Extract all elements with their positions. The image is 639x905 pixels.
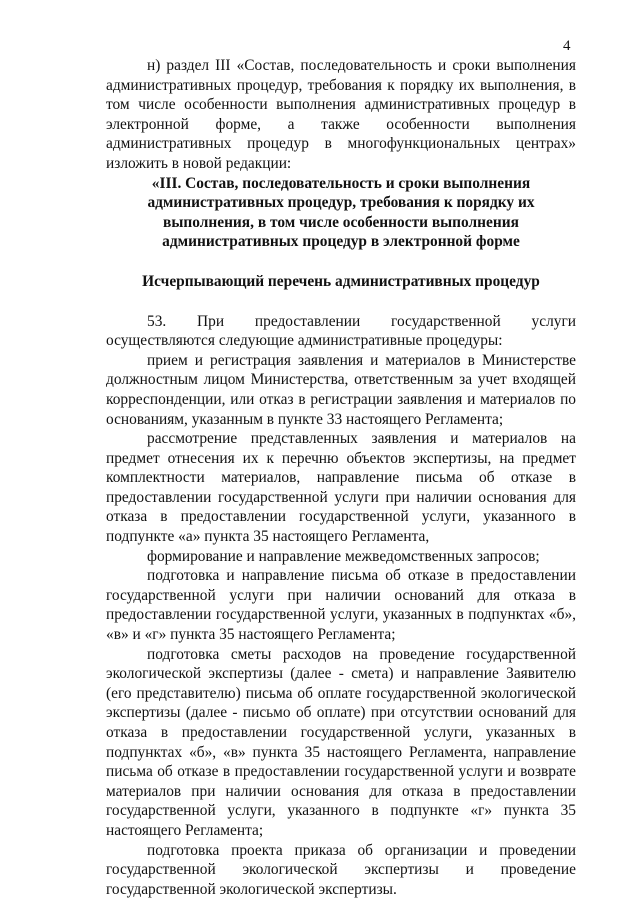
procedure-item-registration: прием и регистрация заявления и материалов в Министерстве должностным лицом Министерства, ответственным за учет входящей корреспонденции, или отказ в регистрации заявления и материалов по основаниям, указанным в пункте 33 настоящего Регламента; [106, 351, 576, 428]
procedure-item-interagency-requests: формирование и направление межведомственных запросов; [147, 547, 540, 565]
procedure-item-review: рассмотрение представленных заявления и материалов на предмет отнесения их к перечню объектов экспертизы, на предмет комплектности материалов, направление письма об отказе в предоставлении государственной услуги при наличии основания для отказа в предоставлении государственной услуги, указанного в подпункте «а» пункта 35 настоящего Регламента, [106, 430, 576, 546]
procedure-item-refusal-letter: подготовка и направление письма об отказе в предоставлении государственной услуги при наличии оснований для отказа в предоставлении государственной услуги, указанных в подпунктах «б», «в» и «г» пункта 35 настоящего Регламента; [106, 567, 576, 644]
page-number: 4 [563, 38, 571, 54]
subsection-title: Исчерпывающий перечень административных процедур [142, 272, 540, 290]
section-title: «III. Состав, последовательность и сроки выполнения административных процедур, требования к порядку их выполнения, в том числе особенности выполнения административных процедур в электронной форме [147, 174, 535, 251]
document-body [106, 56, 576, 899]
intro-paragraph: н) раздел III «Состав, последовательность и сроки выполнения административных процедур, требования к порядку их выполнения, в том числе особенности выполнения административных процедур в электронной форме, а также особенности выполнения административных процедур в многофункциональных центрах» изложить в новой редакции: [106, 57, 576, 172]
procedure-item-expertise-order: подготовка проекта приказа об организации и проведении государственной экологической экспертизы и проведение государственной экологической экспертизы. [106, 841, 576, 898]
procedure-item-cost-estimate: подготовка сметы расходов на проведение государственной экологической экспертизы (далее - смета) и направление Заявителю (его представителю) письма об оплате государственной экологической экспертизы (далее - письмо об оплате) при отсутствии оснований для отказа в предоставлении государственной услуги, указанных в подпунктах «б», «в» пункта 35 настоящего Регламента, направление письма об отказе в предоставлении государственной услуги и возврате материалов при наличии основания для отказа в предоставлении государственной услуги, указанного в подпункте «г» пункта 35 настоящего Регламента; [106, 645, 576, 839]
paragraph-53: 53. При предоставлении государственной услуги осуществляются следующие административные процедуры: [106, 312, 576, 350]
